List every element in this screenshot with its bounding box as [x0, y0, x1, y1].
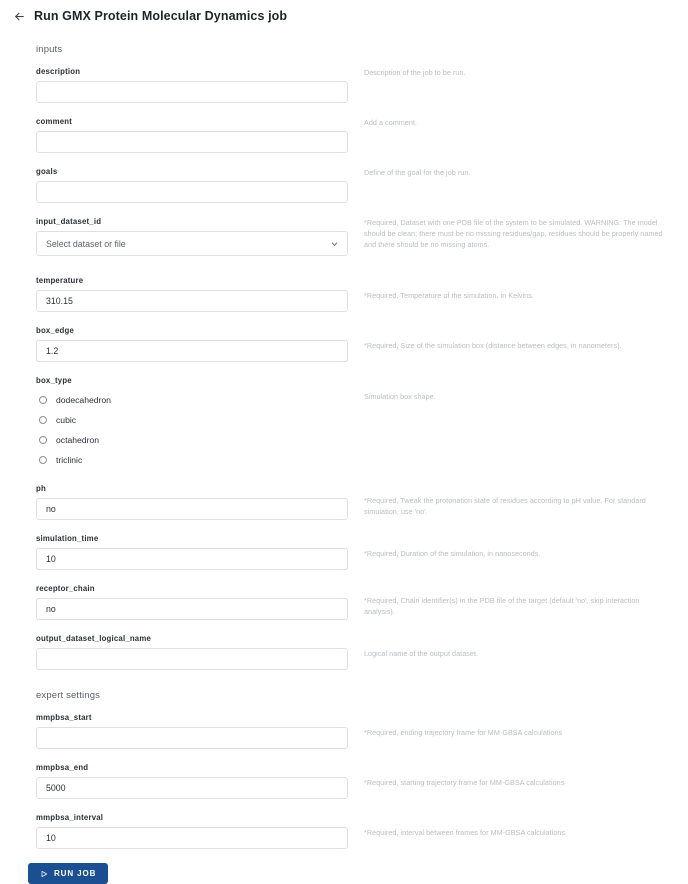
mmpbsa-start-input[interactable]	[36, 727, 348, 749]
box-type-option-cubic[interactable]	[36, 410, 366, 430]
field-help-mmpbsa-start: *Required, ending trajectory frame for MM-GBSA calculations	[364, 728, 563, 737]
field-label-mmpbsa-interval: mmpbsa_interval	[36, 813, 104, 822]
field-mmpbsa-end	[0, 763, 688, 799]
field-label-input-dataset-id: input_dataset_id	[36, 217, 102, 226]
field-label-mmpbsa-end: mmpbsa_end	[36, 763, 89, 772]
mmpbsa-end-input[interactable]	[36, 777, 348, 799]
arrow-left-icon[interactable]	[8, 5, 30, 27]
field-output-dataset-logical-name	[0, 634, 688, 670]
field-label-mmpbsa-start: mmpbsa_start	[36, 713, 92, 722]
field-input-dataset-id	[0, 217, 688, 256]
radio-icon	[39, 416, 47, 424]
mmpbsa-interval-input[interactable]	[36, 827, 348, 849]
field-mmpbsa-start	[0, 713, 688, 749]
field-help-comment: Add a comment.	[364, 118, 418, 127]
simulation-time-input[interactable]	[36, 548, 348, 570]
temperature-input[interactable]	[36, 290, 348, 312]
field-help-simulation-time: *Required, Duration of the simulation, in nanoseconds.	[364, 549, 541, 558]
box-type-option-octahedron[interactable]	[36, 430, 366, 450]
ph-input[interactable]	[36, 498, 348, 520]
field-help-output-dataset-logical-name: Logical name of the output dataset.	[364, 649, 479, 658]
field-help-mmpbsa-end: *Required, starting trajectory frame for MM-GBSA calculations	[364, 778, 565, 787]
field-help-ph: *Required, Tweak the protonation state of residues according to pH value. For standard simulation, use 'no'.	[364, 496, 646, 517]
field-mmpbsa-interval	[0, 813, 688, 849]
job-form	[0, 26, 688, 884]
field-simulation-time	[0, 534, 688, 570]
field-label-temperature: temperature	[36, 276, 84, 285]
field-help-temperature: *Required, Temperature of the simulation, in Kelvins.	[364, 291, 534, 300]
box-type-option-dodecahedron[interactable]	[36, 390, 366, 410]
run-job-button[interactable]	[28, 863, 108, 884]
field-goals	[0, 167, 688, 203]
field-receptor-chain	[0, 584, 688, 620]
form-footer	[28, 863, 688, 884]
field-label-description: description	[36, 67, 81, 76]
box-type-option-triclinic[interactable]	[36, 450, 366, 470]
field-label-receptor-chain: receptor_chain	[36, 584, 95, 593]
box-type-option-label: dodecahedron	[56, 395, 111, 405]
field-box-edge	[0, 326, 688, 362]
field-temperature	[0, 276, 688, 312]
box-type-option-label: triclinic	[56, 455, 83, 465]
field-help-goals: Define of the goal for the job run.	[364, 168, 471, 177]
box-type-radio-group	[36, 390, 366, 470]
field-help-box-type: Simulation box shape.	[364, 392, 436, 401]
field-box-type	[0, 376, 688, 470]
field-label-comment: comment	[36, 117, 73, 126]
input-dataset-id-selected-value: Select dataset or file	[46, 238, 126, 249]
field-label-box-type: box_type	[36, 376, 72, 385]
field-label-output-dataset-logical-name: output_dataset_logical_name	[36, 634, 152, 643]
box-type-option-label: octahedron	[56, 435, 100, 445]
input-dataset-id-select[interactable]	[36, 231, 348, 256]
comment-input[interactable]	[36, 131, 348, 153]
field-label-ph: ph	[36, 484, 46, 493]
field-help-description: Description of the job to be run.	[364, 68, 466, 77]
goals-input[interactable]	[36, 181, 348, 203]
field-label-box-edge: box_edge	[36, 326, 74, 335]
run-job-button-label: RUN JOB	[54, 869, 97, 878]
receptor-chain-input[interactable]	[36, 598, 348, 620]
play-triangle-icon	[40, 870, 48, 878]
field-help-input-dataset-id: *Required, Dataset with one PDB file of the system to be simulated. WARNING: The model should be clean; there must be no missing residues/gap, residues should be properly named and there should be no missing atoms.	[364, 218, 663, 250]
field-description	[0, 67, 688, 103]
output-dataset-logical-name-input[interactable]	[36, 648, 348, 670]
box-edge-input[interactable]	[36, 340, 348, 362]
field-label-simulation-time: simulation_time	[36, 534, 99, 543]
page-header	[0, 0, 688, 26]
field-comment	[0, 117, 688, 153]
box-type-option-label: cubic	[56, 415, 77, 425]
page-title: Run GMX Protein Molecular Dynamics job	[34, 9, 288, 23]
section-title-inputs: inputs	[36, 44, 63, 55]
radio-icon	[39, 456, 47, 464]
field-ph	[0, 484, 688, 520]
radio-icon	[39, 436, 47, 444]
field-help-box-edge: *Required, Size of the simulation box (distance between edges, in nanometers).	[364, 341, 622, 350]
section-title-expert-settings: expert settings	[36, 690, 101, 701]
radio-icon	[39, 396, 47, 404]
field-help-receptor-chain: *Required, Chain identifier(s) in the PDB file of the target (default 'no', skip interaction analysis).	[364, 596, 640, 617]
field-help-mmpbsa-interval: *Required, interval between frames for MM-GBSA calculations	[364, 828, 566, 837]
field-label-goals: goals	[36, 167, 58, 176]
description-input[interactable]	[36, 81, 348, 103]
